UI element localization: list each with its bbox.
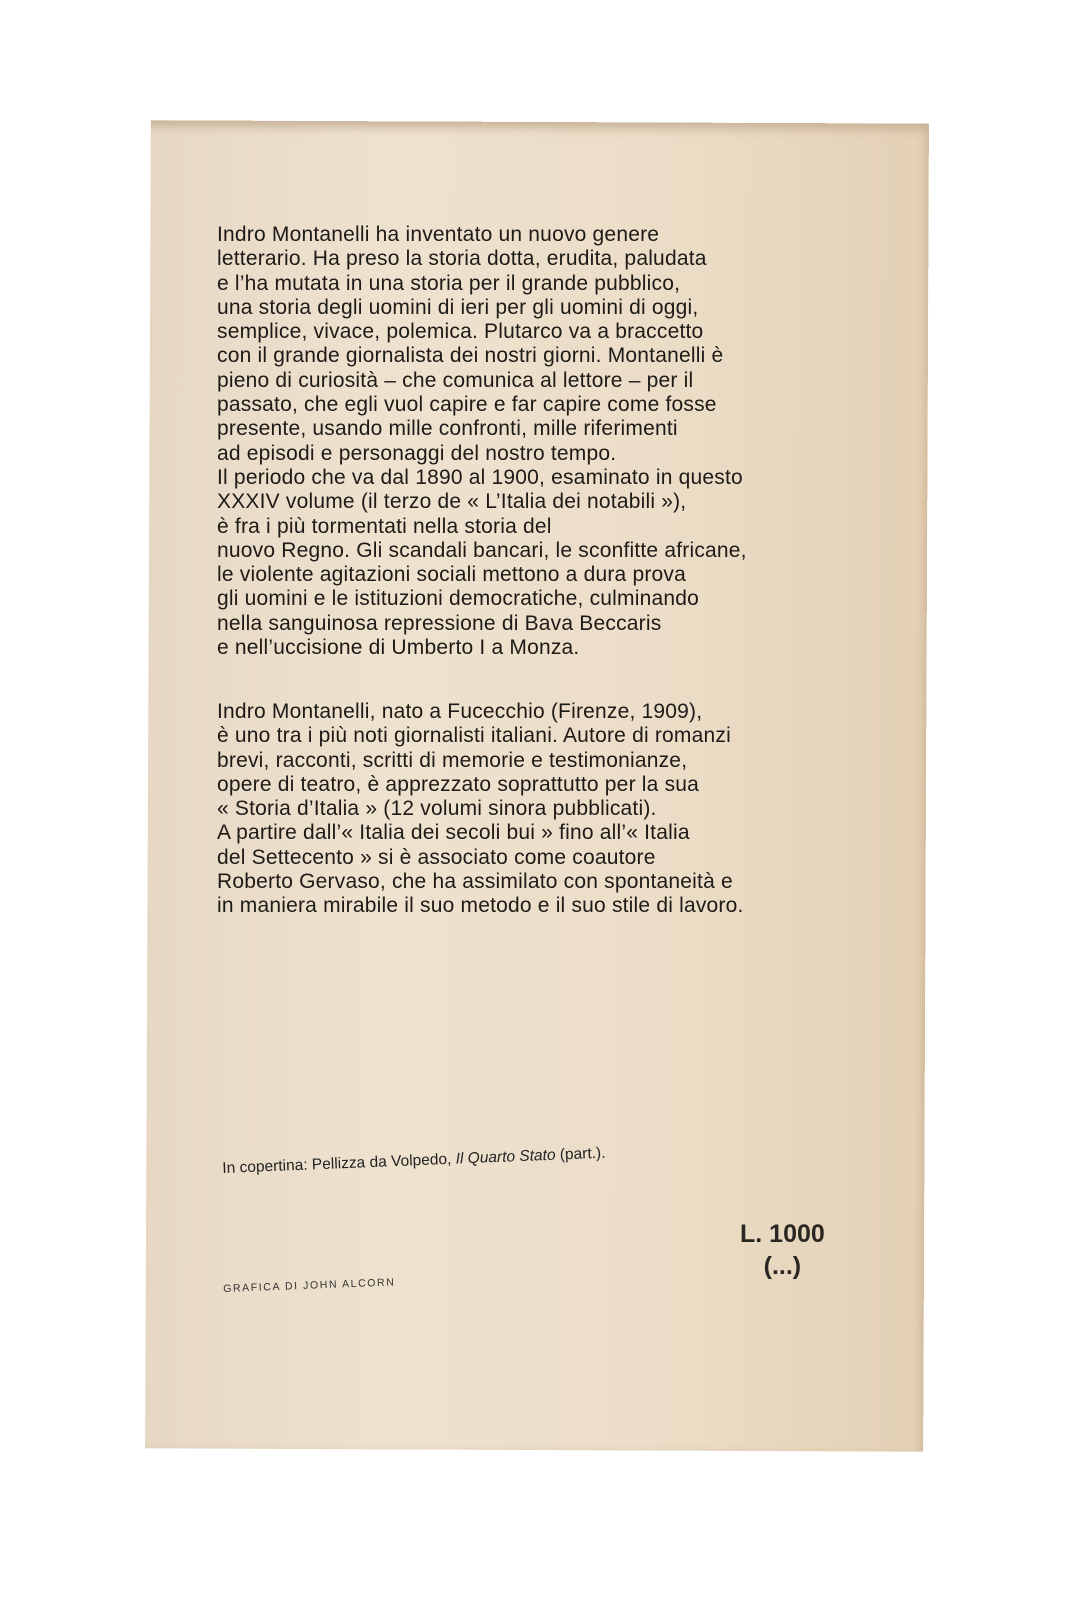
text-line: letterario. Ha preso la storia dotta, erudita, paludata	[217, 247, 707, 271]
text-line: semplice, vivace, polemica. Plutarco va a braccetto	[217, 320, 704, 344]
author-bio-paragraph	[217, 700, 744, 919]
text-line: con il grande giornalista dei nostri giorni. Montanelli è	[217, 344, 724, 368]
cover-credit-prefix: In copertina: Pellizza da Volpedo,	[222, 1150, 457, 1177]
text-line: una storia degli uomini di ieri per gli uomini di oggi,	[217, 295, 699, 319]
text-line: gli uomini e le istituzioni democratiche, culminando	[217, 587, 699, 611]
text-line: e nell’uccisione di Umberto I a Monza.	[217, 636, 580, 660]
price-block	[740, 1218, 825, 1282]
text-line: presente, usando mille confronti, mille riferimenti	[217, 417, 678, 441]
text-line: XXXIV volume (il terzo de « L’Italia dei notabili »),	[217, 490, 687, 514]
text-line: opere di teatro, è apprezzato soprattutto per la sua	[217, 772, 700, 796]
text-line: è fra i più tormentati nella storia del	[217, 514, 552, 538]
text-line: Indro Montanelli, nato a Fucecchio (Firenze, 1909),	[217, 700, 703, 723]
cover-credit-suffix: (part.).	[555, 1144, 606, 1164]
price-note: (...)	[763, 1252, 802, 1280]
text-line: pieno di curiosità – che comunica al lettore – per il	[217, 368, 694, 392]
description-paragraph	[217, 223, 747, 660]
cover-artwork-title: Il Quarto Stato	[455, 1146, 556, 1168]
price: L. 1000	[740, 1220, 825, 1248]
text-line: ad episodi e personaggi del nostro tempo.	[217, 441, 617, 465]
text-line: nella sanguinosa repressione di Bava Beccaris	[217, 611, 662, 635]
text-line: nuovo Regno. Gli scandali bancari, le sconfitte africane,	[217, 538, 747, 562]
text-line: in maniera mirabile il suo metodo e il suo stile di lavoro.	[217, 894, 744, 918]
text-line: brevi, racconti, scritti di memorie e testimonianze,	[217, 748, 688, 772]
text-line: le violente agitazioni sociali mettono a dura prova	[217, 563, 686, 587]
text-line: Il periodo che va dal 1890 al 1900, esaminato in questo	[217, 465, 743, 489]
text-line: « Storia d’Italia » (12 volumi sinora pubblicati).	[217, 797, 657, 821]
text-line: del Settecento » si è associato come coautore	[217, 845, 656, 869]
text-line: Roberto Gervaso, che ha assimilato con spontaneità e	[217, 870, 733, 894]
text-line: passato, che egli vuol capire e far capire come fosse	[217, 393, 717, 417]
text-line: Indro Montanelli ha inventato un nuovo genere	[217, 223, 660, 246]
text-line: è uno tra i più noti giornalisti italiani. Autore di romanzi	[217, 724, 731, 748]
design-credit: GRAFICA DI JOHN ALCORN	[223, 1276, 396, 1295]
text-line: e l’ha mutata in una storia per il grande pubblico,	[217, 271, 681, 295]
text-line: A partire dall’« Italia dei secoli bui » fino all’« Italia	[217, 821, 690, 845]
